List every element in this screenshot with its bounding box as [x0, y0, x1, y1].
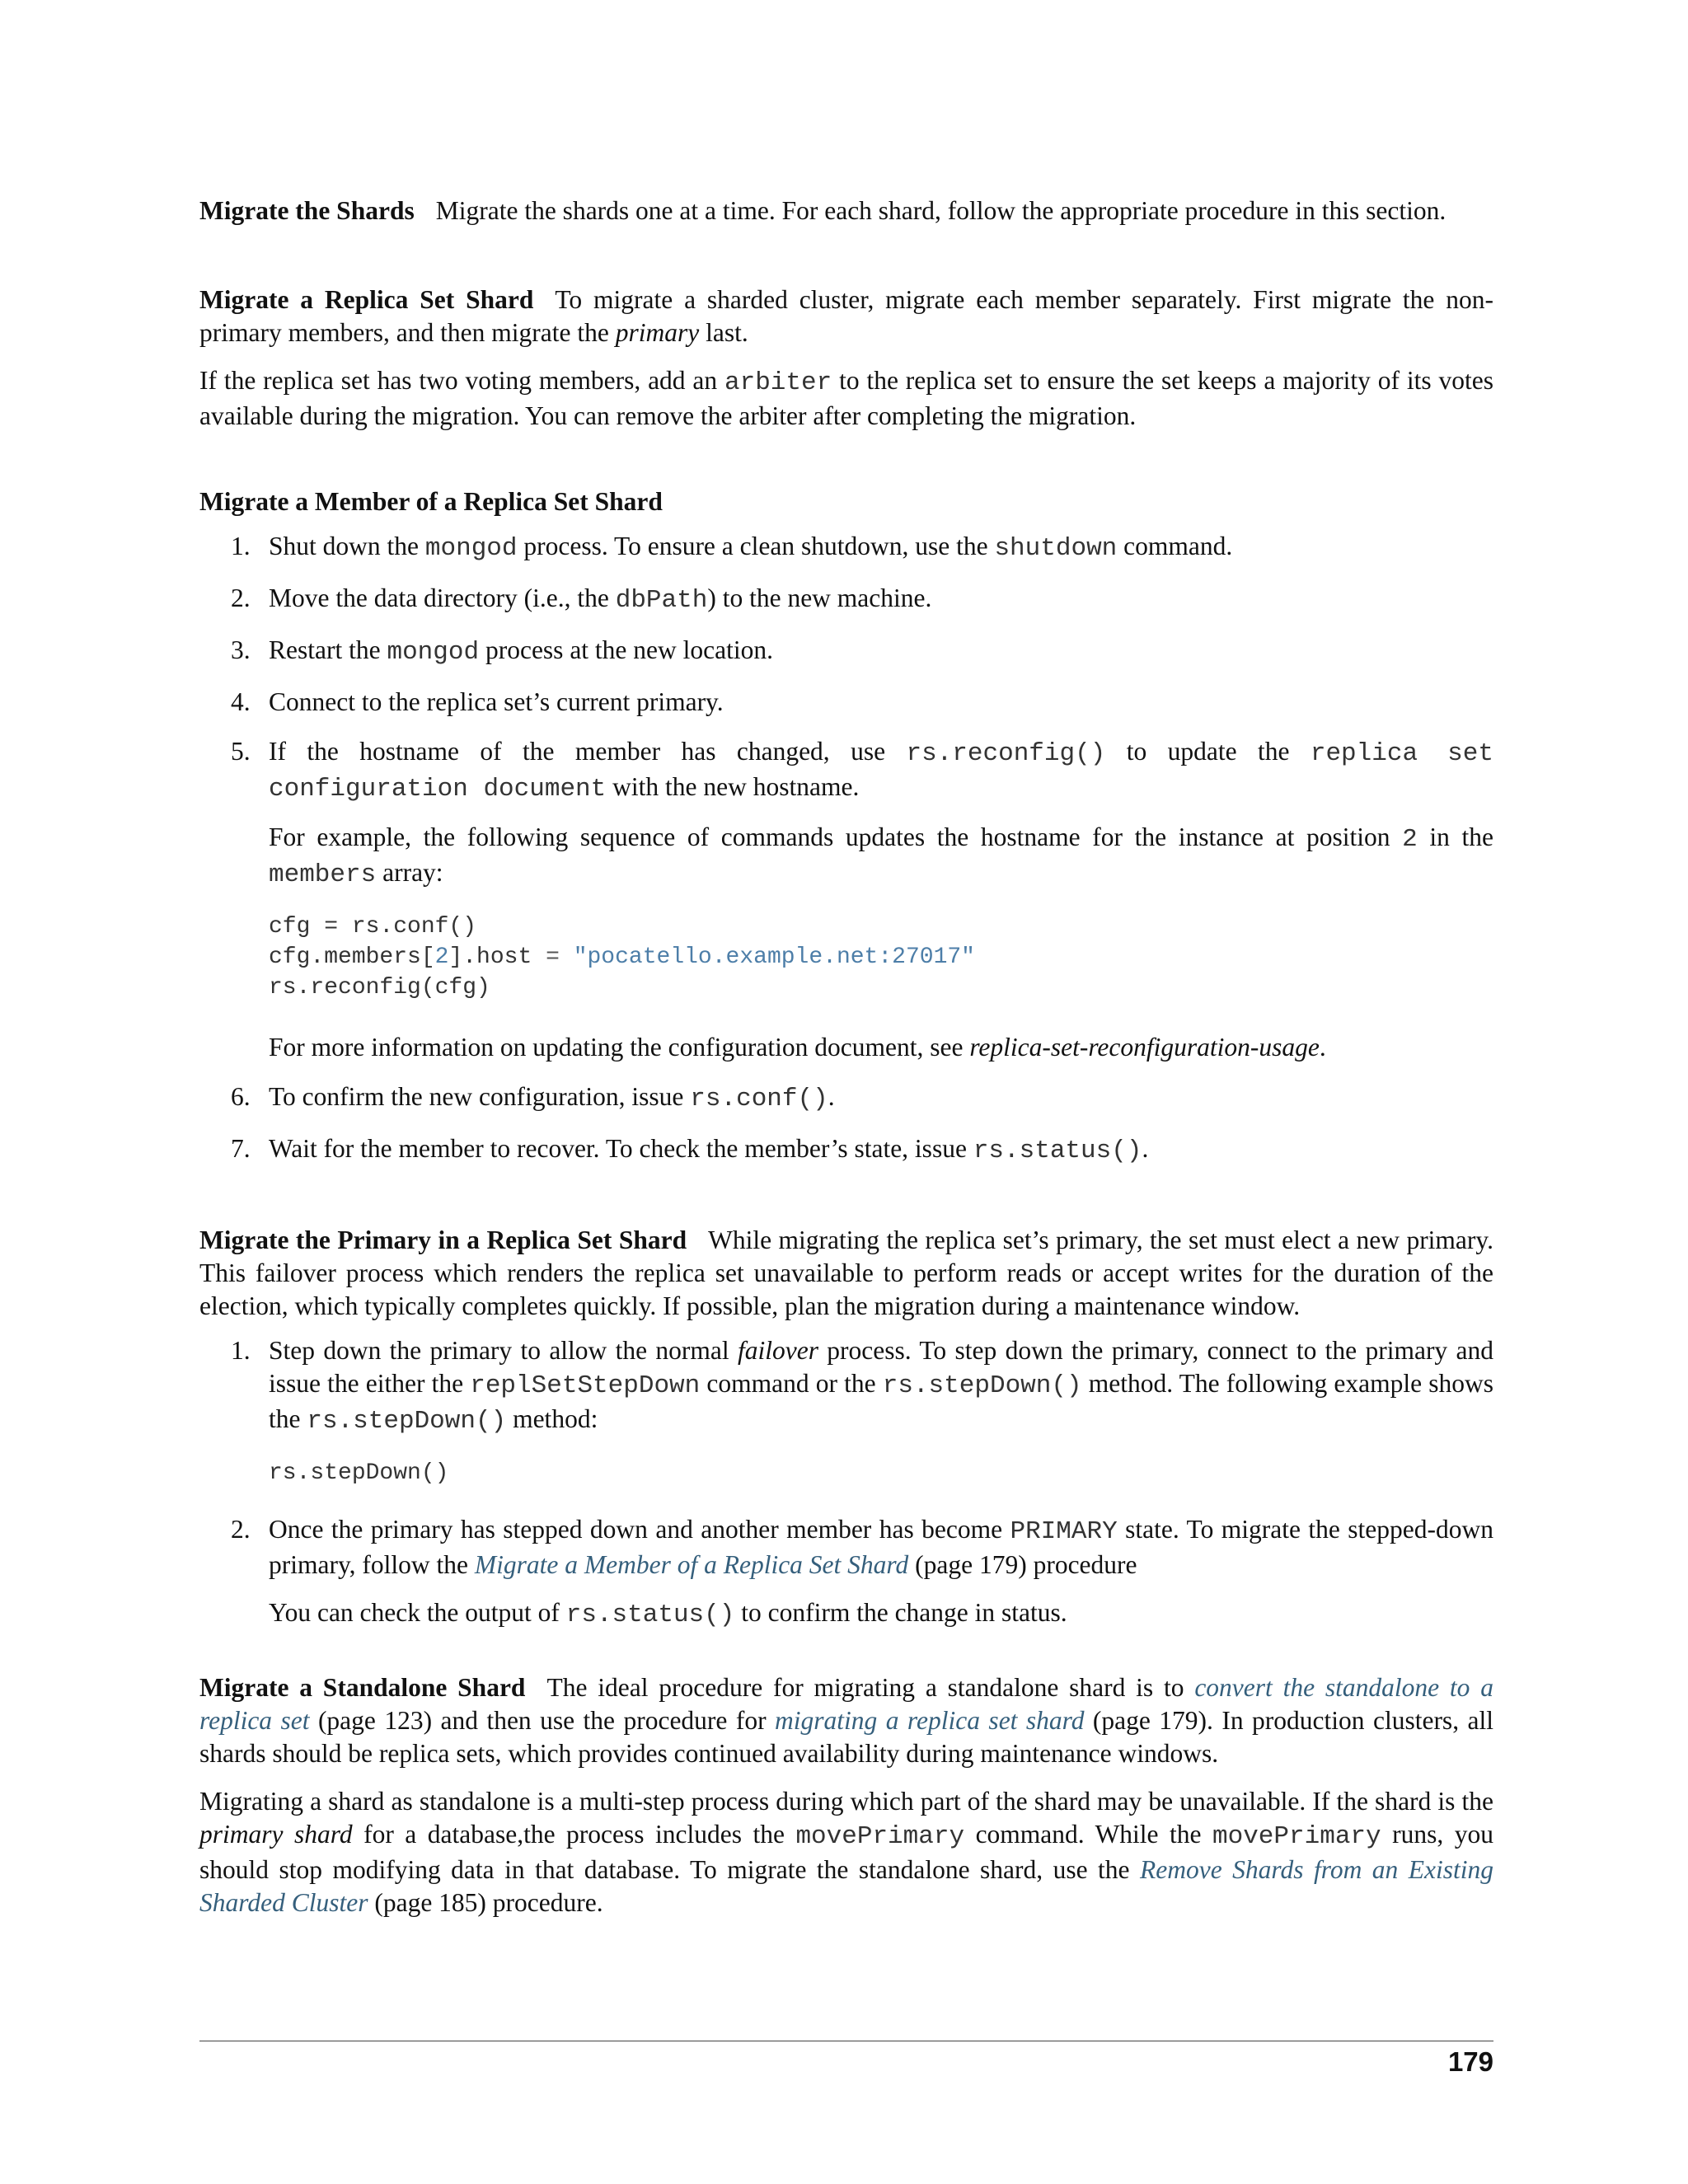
code-token: cfg.members[: [269, 944, 435, 970]
list-item: [199, 735, 1493, 1064]
text-run: Wait for the member to recover. To check the member’s state, issue: [269, 1134, 973, 1163]
inline-code: rs.stepDown(): [882, 1371, 1082, 1400]
list-number: 3.: [231, 635, 251, 664]
text-run: Shut down the: [269, 532, 425, 560]
emphasis: primary shard: [199, 1820, 353, 1849]
text-run: (page 179). In production clusters, all shards should be replica sets, which provides continued availability during maintenance windows.: [199, 1706, 1493, 1768]
link-migrate-member[interactable]: Migrate a Member of a Replica Set Shard: [474, 1550, 909, 1579]
more-info-paragraph: [269, 1031, 1493, 1064]
list-item: [199, 1513, 1493, 1632]
subsection-heading: Migrate a Member of a Replica Set Shard: [199, 487, 663, 516]
code-block[interactable]: rs.stepDown(): [269, 1460, 449, 1486]
text-run: (page 179) procedure: [908, 1550, 1137, 1579]
list-number: 1.: [231, 1336, 251, 1365]
primary-steps-list: [199, 1334, 1493, 1632]
emphasis: primary: [615, 318, 700, 347]
inline-code: mongod: [387, 638, 480, 667]
list-item: [199, 1334, 1493, 1488]
text-run: For more information on updating the configuration document, see: [269, 1033, 970, 1062]
list-item: [199, 1080, 1493, 1116]
text-run: To migrate a sharded cluster, migrate each member separately. First migrate the non-primary members, and then migrate the: [199, 285, 1493, 347]
code-operator: =: [546, 944, 560, 970]
list-number: 7.: [231, 1134, 251, 1163]
inline-code: rs.stepDown(): [307, 1407, 507, 1436]
inline-code: PRIMARY: [1010, 1517, 1118, 1546]
section-migrate-replica-set-shard: [199, 284, 1493, 349]
text-run: Step down the primary to allow the normal: [269, 1336, 738, 1365]
text-run: last.: [699, 318, 748, 347]
paragraph-arbiter: [199, 364, 1493, 433]
code-token: ].host: [448, 944, 546, 970]
text-run: For example, the following sequence of commands updates the hostname for the instance at position: [269, 823, 1403, 851]
text-run: .: [1319, 1033, 1326, 1062]
text-run: Connect to the replica set’s current primary.: [269, 687, 724, 716]
text-run: Move the data directory (i.e., the: [269, 583, 616, 612]
text-run: Migrating a shard as standalone is a multi-step process during which part of the shard may be unavailable. If the shard is the: [199, 1787, 1493, 1816]
text-run: process. To step down the primary, connect to the primary and issue the either the: [269, 1336, 1493, 1398]
example-paragraph: [269, 821, 1493, 892]
run-in-heading: Migrate a Replica Set Shard: [199, 285, 534, 314]
code-line: [269, 944, 975, 970]
inline-code: members: [269, 860, 377, 889]
inline-code: rs.conf(): [690, 1085, 828, 1113]
text-run: (page 123) and then use the procedure for: [309, 1706, 776, 1735]
emphasis: replica-set-reconfiguration-usage: [969, 1033, 1320, 1062]
inline-code: rs.reconfig(): [906, 739, 1106, 768]
inline-code: replSetStepDown: [470, 1371, 701, 1400]
list-item: [199, 582, 1493, 617]
text-run: To confirm the new configuration, issue: [269, 1082, 691, 1111]
text-run: (page 185) procedure.: [368, 1888, 603, 1917]
text-run: Restart the: [269, 635, 387, 664]
section-migrate-standalone: [199, 1671, 1493, 1770]
inline-code: replica set configuration document: [269, 739, 1493, 804]
inline-code: 2: [1402, 825, 1418, 854]
code-line: cfg = rs.conf(): [269, 914, 477, 940]
paragraph-standalone-process: [199, 1785, 1493, 1919]
code-line: rs.reconfig(cfg): [269, 975, 490, 1001]
text-run: array:: [376, 858, 443, 887]
text-run: to the replica set to ensure the set keeps a majority of its votes available during the migration. You can remove the arbiter after completing the migration.: [199, 366, 1493, 430]
text-run: .: [1142, 1134, 1149, 1163]
text-run: The ideal procedure for migrating a standalone shard is to: [546, 1673, 1195, 1702]
link-convert-standalone[interactable]: convert the standalone to a replica set: [199, 1673, 1493, 1735]
list-number: 5.: [231, 737, 251, 766]
code-block[interactable]: [269, 912, 1493, 1003]
text-run: runs, you should stop modifying data in that database. To migrate the standalone shard, use the: [199, 1820, 1493, 1884]
text-run: .: [828, 1082, 835, 1111]
inline-code: mongod: [424, 534, 518, 563]
inline-code: rs.status(): [973, 1137, 1142, 1165]
list-number: 4.: [231, 687, 251, 716]
text-run: ) to the new machine.: [707, 583, 932, 612]
text-run: to update the: [1105, 737, 1311, 766]
page-number: 179: [1447, 2046, 1493, 2077]
text-run: to confirm the change in status.: [734, 1598, 1067, 1627]
document-body: [199, 194, 1493, 1919]
list-item: [199, 1132, 1493, 1168]
text-run: with the new hostname.: [606, 772, 860, 801]
paragraph-text: Migrate the shards one at a time. For each shard, follow the appropriate procedure in this section.: [435, 196, 1447, 225]
inline-code: dbPath: [615, 586, 708, 615]
status-paragraph: [269, 1596, 1493, 1632]
text-run: command.: [1117, 532, 1233, 560]
inline-code: movePrimary: [795, 1822, 965, 1851]
paragraph-text: While migrating the replica set’s primary, the set must elect a new primary. This failover process which renders the replica set unavailable to perform reads or accept writes for the duration of the election, which typically completes quickly. If possible, plan the migration during a maintenance window.: [199, 1226, 1493, 1320]
text-run: Once the primary has stepped down and another member has become: [269, 1515, 1010, 1544]
inline-code: movePrimary: [1212, 1822, 1381, 1851]
list-item: [199, 530, 1493, 565]
list-number: 2.: [231, 1515, 251, 1544]
list-item: [199, 686, 1493, 719]
list-number: 2.: [231, 583, 251, 612]
text-run: You can check the output of: [269, 1598, 566, 1627]
text-run: method. The following example shows the: [269, 1369, 1493, 1433]
link-migrating-replica-set-shard[interactable]: migrating a replica set shard: [775, 1706, 1085, 1735]
run-in-heading: Migrate the Primary in a Replica Set Shard: [199, 1226, 687, 1254]
text-run: state. To migrate the stepped-down primary, follow the: [269, 1515, 1493, 1579]
text-run: command. While the: [964, 1820, 1212, 1849]
link-remove-shards[interactable]: Remove Shards from an Existing Sharded Cluster: [199, 1855, 1493, 1917]
steps-list: [199, 530, 1493, 1168]
code-number: 2: [434, 944, 449, 970]
text-run: in the: [1417, 823, 1493, 851]
run-in-heading: Migrate the Shards: [199, 196, 415, 225]
text-run: process. To ensure a clean shutdown, use the: [517, 532, 995, 560]
text-run: If the hostname of the member has changed, use: [269, 737, 907, 766]
code-string: "pocatello.example.net:27017": [573, 944, 975, 970]
emphasis: failover: [737, 1336, 818, 1365]
text-run: method:: [506, 1404, 598, 1433]
inline-code: shutdown: [994, 534, 1118, 563]
inline-code: rs.status(): [565, 1601, 735, 1629]
run-in-heading: Migrate a Standalone Shard: [199, 1673, 526, 1702]
inline-code: arbiter: [724, 368, 832, 397]
list-number: 1.: [231, 532, 251, 560]
text-run: for a database,the process includes the: [352, 1820, 796, 1849]
section-migrate-shards: [199, 194, 1493, 227]
text-run: If the replica set has two voting members, add an: [199, 366, 724, 395]
list-number: 6.: [231, 1082, 251, 1111]
text-run: command or the: [700, 1369, 883, 1398]
section-migrate-primary: [199, 1224, 1493, 1323]
list-item: [199, 634, 1493, 669]
text-run: process at the new location.: [479, 635, 773, 664]
